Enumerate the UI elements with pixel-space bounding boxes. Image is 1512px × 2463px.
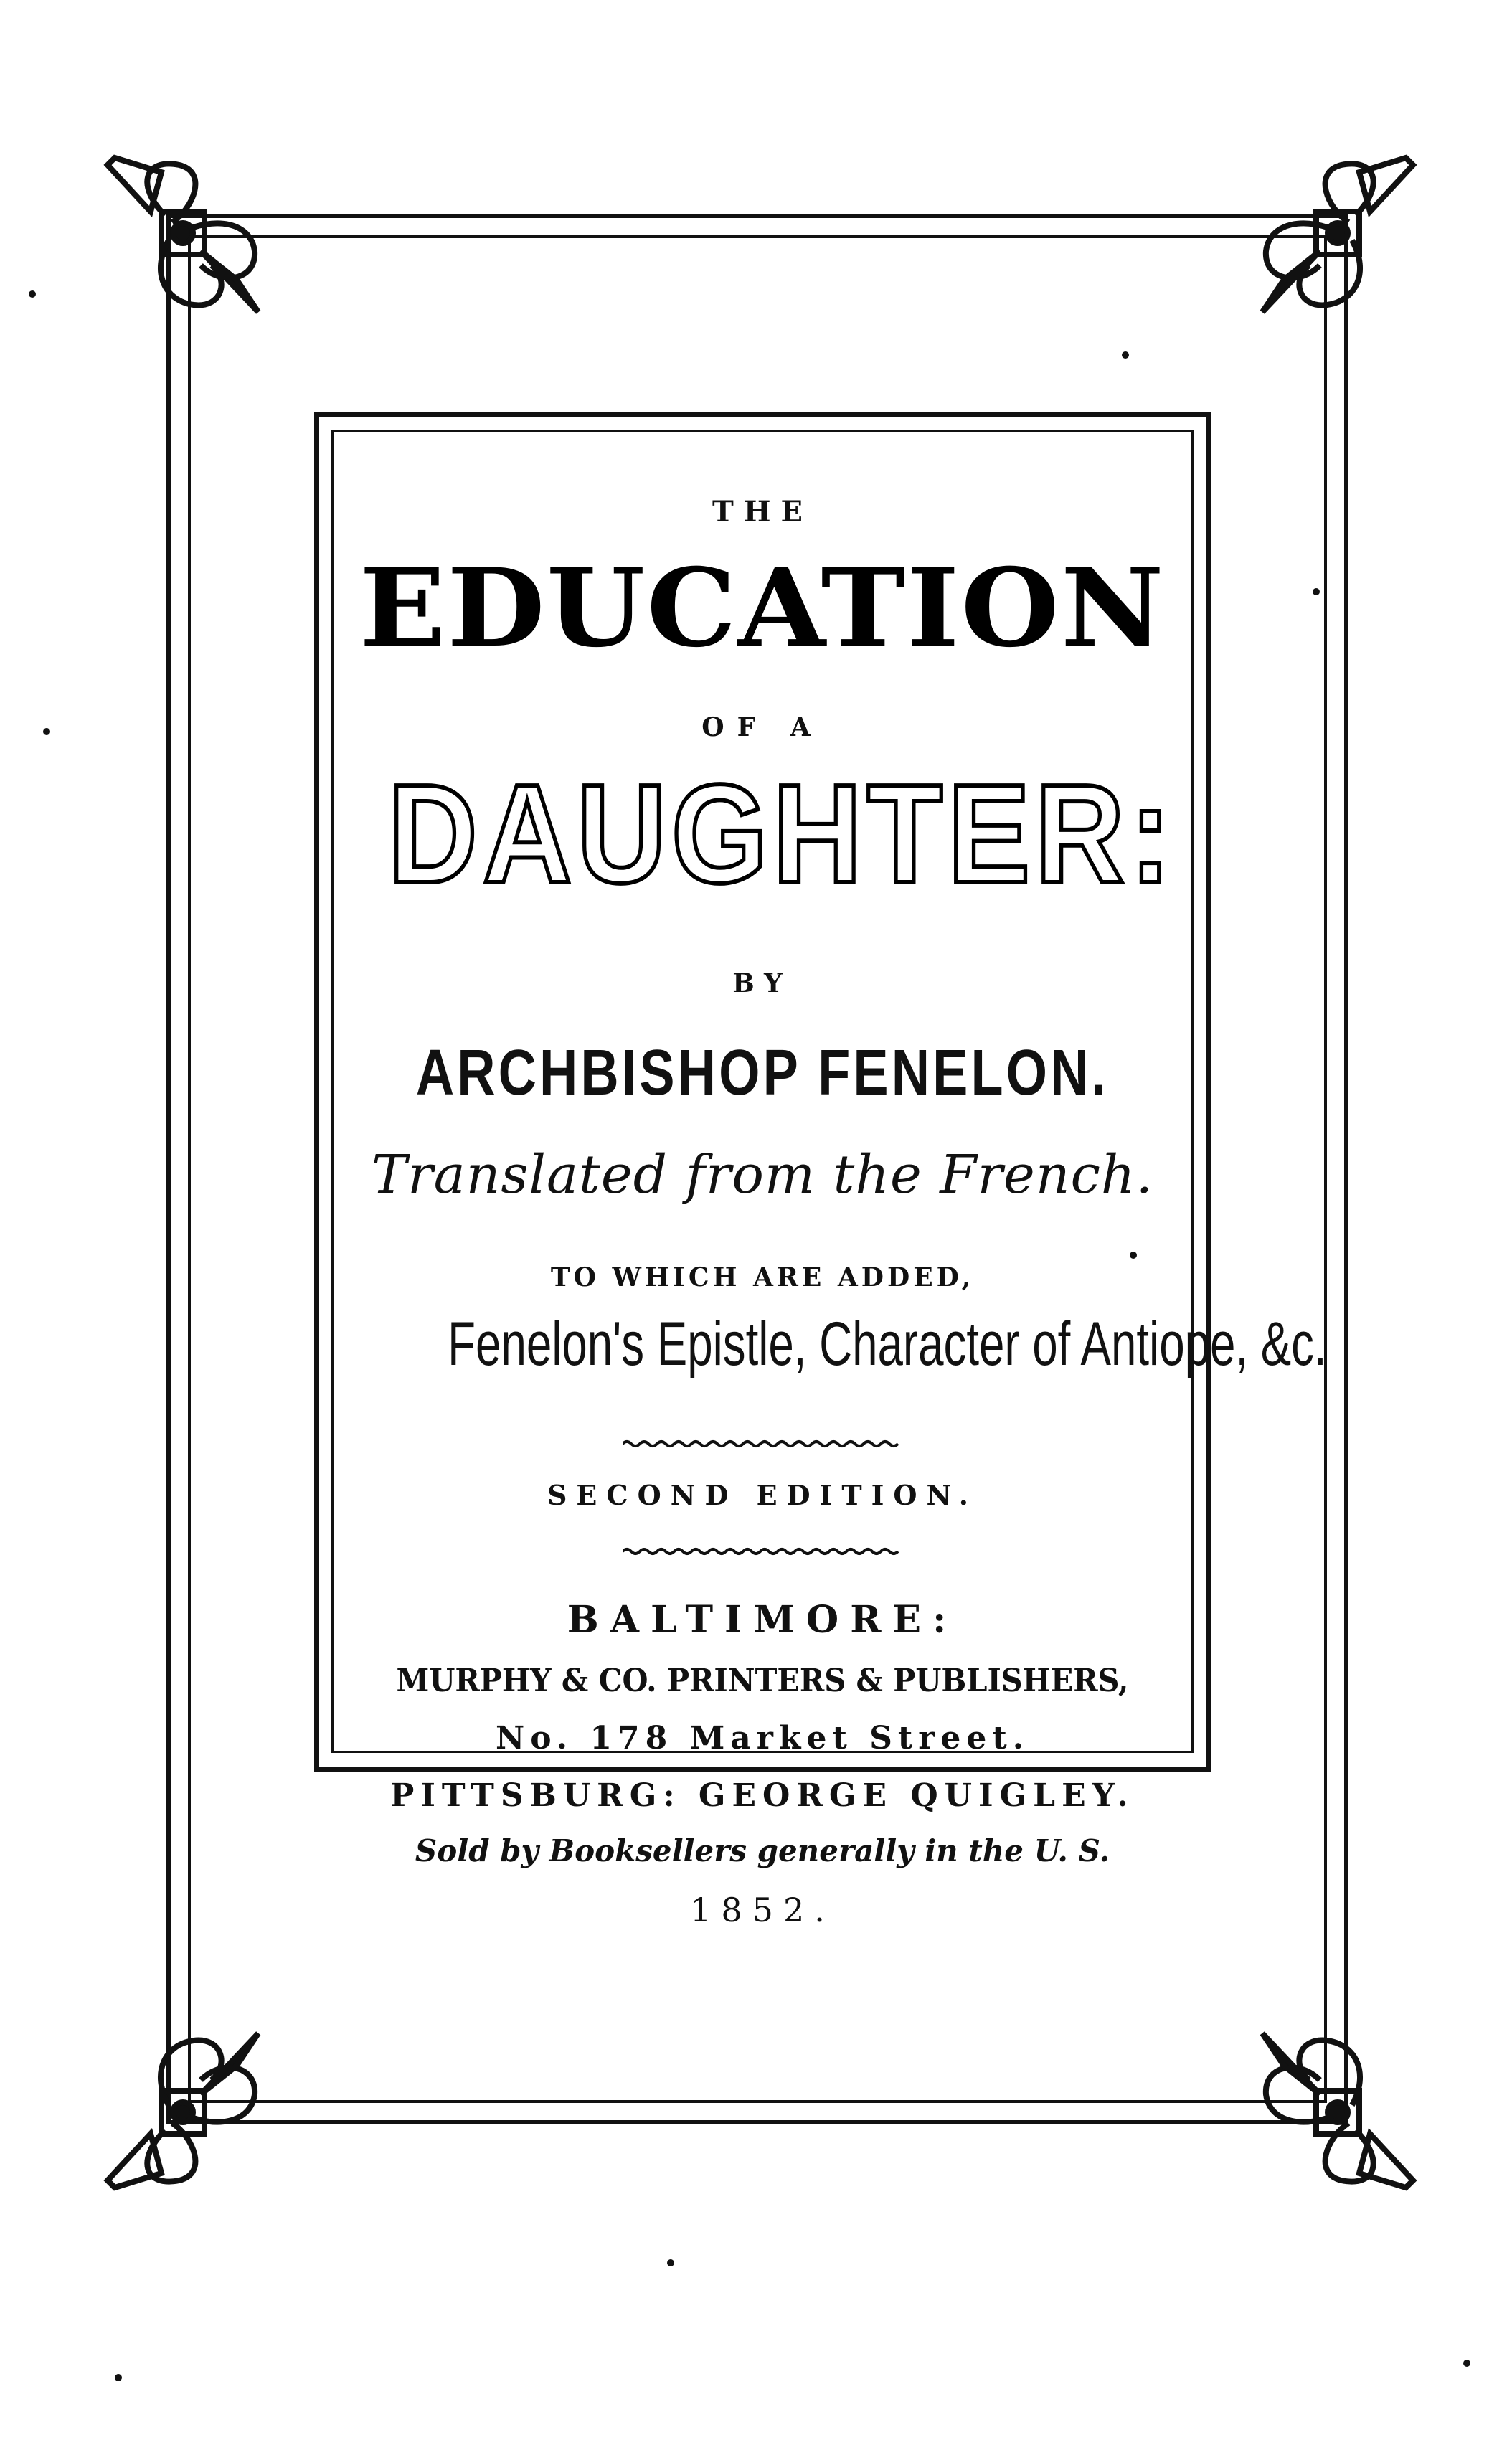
title-article: THE [712, 495, 813, 529]
title-block [337, 438, 1327, 1929]
speck [43, 728, 50, 735]
byline-by: BY [732, 968, 793, 998]
speck [1313, 588, 1320, 595]
imprint-publisher: MURPHY & CO. PRINTERS & PUBLISHERS, [396, 1663, 1129, 1699]
fleur-de-lis-ornament-icon [1248, 2023, 1427, 2202]
speck [1463, 2360, 1470, 2367]
title-education: EDUCATION [359, 545, 1166, 671]
imprint-pittsburg: PITTSBURG: GEORGE QUIGLEY. [390, 1777, 1135, 1814]
title-daughter: DAUGHTER: [388, 755, 1176, 912]
imprint-year: 1852. [690, 1891, 835, 1929]
fleur-de-lis-ornament-icon [93, 143, 273, 323]
fleur-de-lis-ornament-icon [93, 2023, 273, 2202]
imprint-place: BALTIMORE: [567, 1598, 958, 1642]
translation-note: Translated from the French. [371, 1144, 1154, 1206]
wavy-rule [623, 1438, 901, 1450]
speck [115, 2374, 122, 2381]
imprint-address: No. 178 Market Street. [495, 1720, 1030, 1757]
author-name: ARCHBISHOP FENELON. [415, 1037, 1110, 1109]
additions-intro: TO WHICH ARE ADDED, [550, 1262, 975, 1292]
speck [667, 2259, 674, 2266]
speck [1130, 1252, 1137, 1259]
speck [1122, 351, 1129, 359]
title-of-a: OF A [701, 712, 823, 742]
imprint-sold-by: Sold by Booksellers generally in the U. S. [415, 1833, 1110, 1868]
edition-label: SECOND EDITION. [547, 1479, 978, 1511]
fleur-de-lis-ornament-icon [1248, 143, 1427, 323]
additions-list: Fenelon's Epistle, Character of Antiope, &c. [448, 1310, 1327, 1379]
wavy-rule [623, 1546, 901, 1557]
speck [29, 290, 36, 298]
